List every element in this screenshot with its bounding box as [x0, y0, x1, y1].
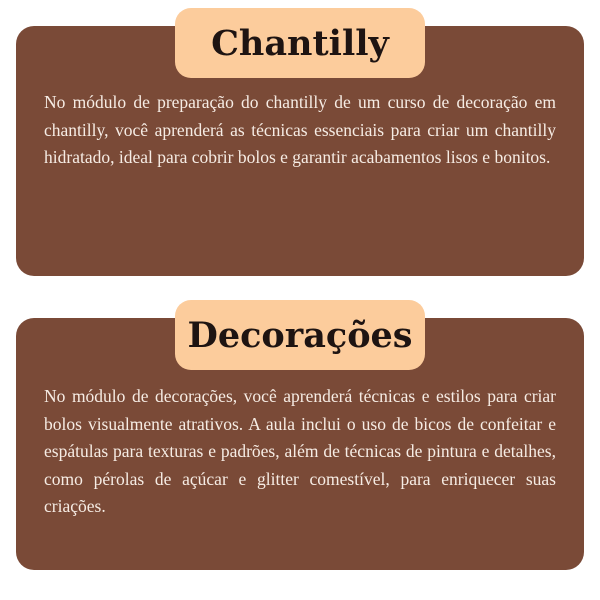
chantilly-title-badge	[175, 8, 425, 78]
chantilly-description: No módulo de preparação do chantilly de um curso de decoração em chantilly, você aprenderá as técnicas essenciais para criar um chantilly hidratado, ideal para cobrir bolos e garantir acabamentos lisos e bonitos.	[44, 92, 556, 167]
decoracoes-title: Decorações	[187, 314, 413, 356]
decoracoes-title-badge	[175, 300, 425, 370]
chantilly-title: Chantilly	[211, 22, 389, 64]
decoracoes-description: No módulo de decorações, você aprenderá técnicas e estilos para criar bolos visualmente atrativos. A aula inclui o uso de bicos de confeitar e espátulas para texturas e padrões, além de técnicas de pintura e detalhes, como pérolas de açúcar e glitter comestível, para enriquecer suas criações.	[44, 386, 556, 516]
